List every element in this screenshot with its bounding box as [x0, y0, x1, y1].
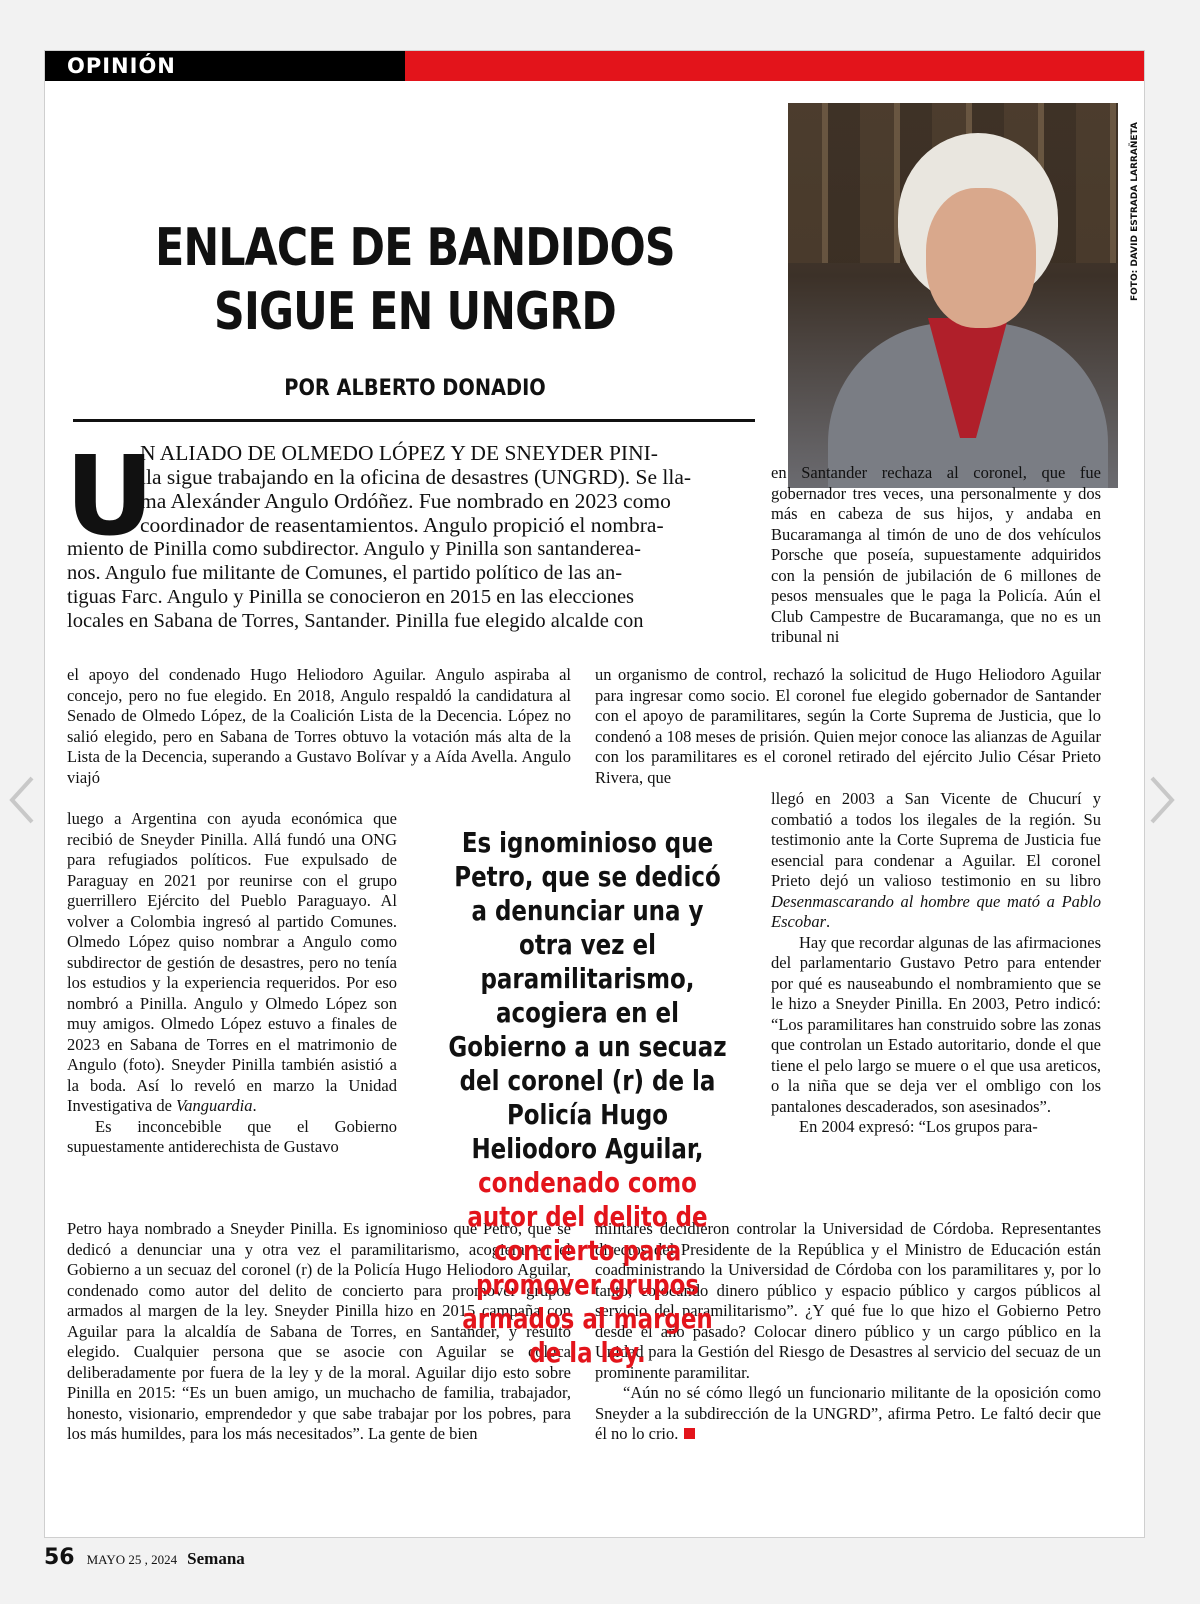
next-page-arrow[interactable] [1146, 772, 1180, 828]
section-bar [45, 51, 1145, 81]
column-middle-wide: un organismo de control, rechazó la solicitud de Hugo Heliodoro Aguilar para ingresar como socio. El coronel fue elegido gobernador de Santander con el apoyo de paramilitares, según la Corte Suprema de Justicia, que lo condenó a 108 meses de prisión. Quien mejor conoce las alianzas de Aguilar con los paramilitares es el coronel retirado del ejército Julio César Prieto Rivera, que [595, 665, 1101, 787]
chevron-right-icon [1146, 772, 1180, 828]
headline-line-2: SIGUE EN UNGRD [214, 282, 616, 342]
pull-quote [446, 826, 729, 1370]
column-left-bottom: Petro haya nombrado a Sneyder Pinilla. Es ignominioso que Petro, que se dedicó a denunciar una y otra vez el paramilitarismo, acogiera en el Gobierno a un secuaz del coronel (r) de la Policía Hugo Heliodoro Aguilar, condenado como autor del delito de concierto para promover grupos armados al margen de la ley. Sneyder Pinilla hizo en 2015 campaña con Aguilar para la alcaldía de Sabana de Torres, en Santander, y resultó elegido. Cualquier persona que se asocie con Aguilar se coloca deliberadamente por fuera de la ley y de la moral. Aguilar dijo esto sobre Pinilla en 2015: “Es un buen amigo, un muchacho de familia, trabajador, honesto, visionario, emprendedor y que sabe trabajar por los pobres, para los más humildes, para los más necesitados”. La gente de bien [67, 1219, 571, 1443]
lede-line: miento de Pinilla como subdirector. Angulo y Pinilla son santandereа- [67, 538, 641, 560]
book-title: Desenmascarando al hombre que mató a Pablo Escobar [771, 891, 1101, 931]
lede-line: ma Alexánder Angulo Ordóñez. Fue nombrado en 2023 como [140, 489, 671, 513]
headline [136, 216, 694, 344]
lede-line: N ALIADO DE OLMEDO LÓPEZ Y DE SNEYDER PINI- [140, 441, 658, 465]
lede-line: coordinador de reasentamientos. Angulo propició el nombra- [140, 513, 664, 537]
end-mark [684, 1428, 695, 1439]
page-footer [44, 1545, 245, 1570]
column-left-top: el apoyo del condenado Hugo Heliodoro Aguilar. Angulo aspiraba al concejo, pero no fue elegido. En 2018, Angulo respaldó la candidatura al Senado de Olmedo López, de la Coalición Lista de la Decencia. López no salió elegido, pero en Sabana de Torres obtuvo la votación más alta de la Lista de la Decencia, superando a Gustavo Bolívar y a Aída Avella. Angulo viajó [67, 665, 571, 787]
section-label: OPINIÓN [67, 54, 176, 78]
issue-date: MAYO 25 , 2024 [86, 1552, 178, 1567]
byline: POR ALBERTO DONADIO [284, 376, 546, 401]
lede-line: locales en Sabana de Torres, Santander. Pinilla fue elegido alcalde con [67, 610, 644, 632]
headline-line-1: ENLACE DE BANDIDOS [155, 218, 675, 278]
lede-line: lla sigue trabajando en la oficina de desastres (UNGRD). Se lla- [140, 465, 692, 489]
magazine-page [44, 50, 1145, 1538]
headline-rule [73, 419, 755, 422]
section-bar-red [405, 51, 1145, 81]
author-photo [788, 103, 1118, 488]
magazine-name: Semana [187, 1549, 245, 1568]
drop-cap: U [65, 432, 155, 560]
lede-line: nos. Angulo fue militante de Comunes, el partido político de las an- [67, 562, 623, 584]
chevron-left-icon [4, 772, 38, 828]
column-right-narrow: llegó en 2003 a San Vicente de Chucurí y combatió a todos los ilegales de la región. Su testimonio ante la Corte Suprema de Justicia fue esencial para condenar a Aguilar. El coronel Prieto dejó un valioso testimonio en su libro Desenmascarando al hombre que mató a Pablo Escobar. Hay que recordar algunas de las afirmaciones del parlamentario Gustavo Petro para entender por qué es nauseabundo el nombramiento que se le hizo a Sneyder Pinilla. En 2003, Petro indicó: “Los paramilitares han construido sobre las zonas que controlan un Estado autoritario, donde el que tiene el pelo largo se muere o el que usa areticos, o la niña que se deja ver el ombligo con los pantalones descaderados, son asesinados”. En 2004 expresó: “Los grupos para- [771, 789, 1101, 1136]
column-left-narrow: luego a Argentina con ayuda económica que recibió de Sneyder Pinilla. Allá fundó una ONG para refugiados políticos. Fue expulsado de Paraguay en 2021 por reunirse con el grupo guerrillero Ejército del Pueblo Paraguayo. Al volver a Colombia ingresó al partido Comunes. Olmedo López quiso nombrar a Angulo como subdirector de gestión de desastres, pero no tenía los estudios y la experiencia requeridos. Por eso nombró a Pinilla. Angulo y Olmedo López son muy amigos. Olmedo López estuvo a finales de 2023 en Sabana de Torres en el matrimonio de Angulo (foto). Sneyder Pinilla también asistió a la boda. Así lo reveló en marzo la Unidad Investigativa de Vanguardia. Es inconcebible que el Gobierno supuestamente antiderechista de Gustavo [67, 809, 397, 1156]
pull-quote-black: Es ignominioso que Petro, que se dedicó a denunciar una y otra vez el paramilitarismo, acogiera en el Gobierno a un secuaz del coronel (r) de la Policía Hugo Heliodoro Aguilar, [448, 826, 727, 1165]
column-right-top: en Santander rechaza al coronel, que fue gobernador tres veces, una personalmente y dos más en cabeza de sus hijos, y andaba en Bucaramanga al timón de uno de dos vehículos Porsche que poseía, supuestamente adquiridos con la pensión de jubilación de 6 millones de pesos mensuales que le paga la Policía. Aún el Club Campestre de Bucaramanga, que no es un tribunal ni [771, 463, 1101, 646]
prev-page-arrow[interactable] [4, 772, 38, 828]
photo-credit: FOTO: DAVID ESTRADA LARRAÑETA [1130, 122, 1140, 301]
column-right-bottom: militares decidieron controlar la Universidad de Córdoba. Representantes directos del Presidente de la República y el Ministro de Educación están coadministrando la Universidad de Córdoba con los paramilitares y, por lo tanto, colocando dinero público y espacio público y cargos públicos al servicio del paramilitarismo”. ¿Y qué fue lo que hizo el Gobierno Petro desde el año pasado? Colocar dinero público y un cargo público en la Unidad para la Gestión del Riesgo de Desastres al servicio del secuaz de un prominente paramilitar. “Aún no sé cómo llegó un funcionario militante de la oposición como Sneyder a la subdirección de la UNGRD”, afirma Petro. Le faltó decir que él no lo crio. [595, 1219, 1101, 1443]
newspaper-name: Vanguardia [176, 1096, 253, 1115]
pull-quote-red: condenado como autor del delito de concierto para promover grupos armados al margen de la ley. [462, 1166, 713, 1369]
lede-line: tiguas Farc. Angulo y Pinilla se conocieron en 2015 en las elecciones [67, 586, 635, 608]
page-number: 56 [44, 1545, 75, 1570]
